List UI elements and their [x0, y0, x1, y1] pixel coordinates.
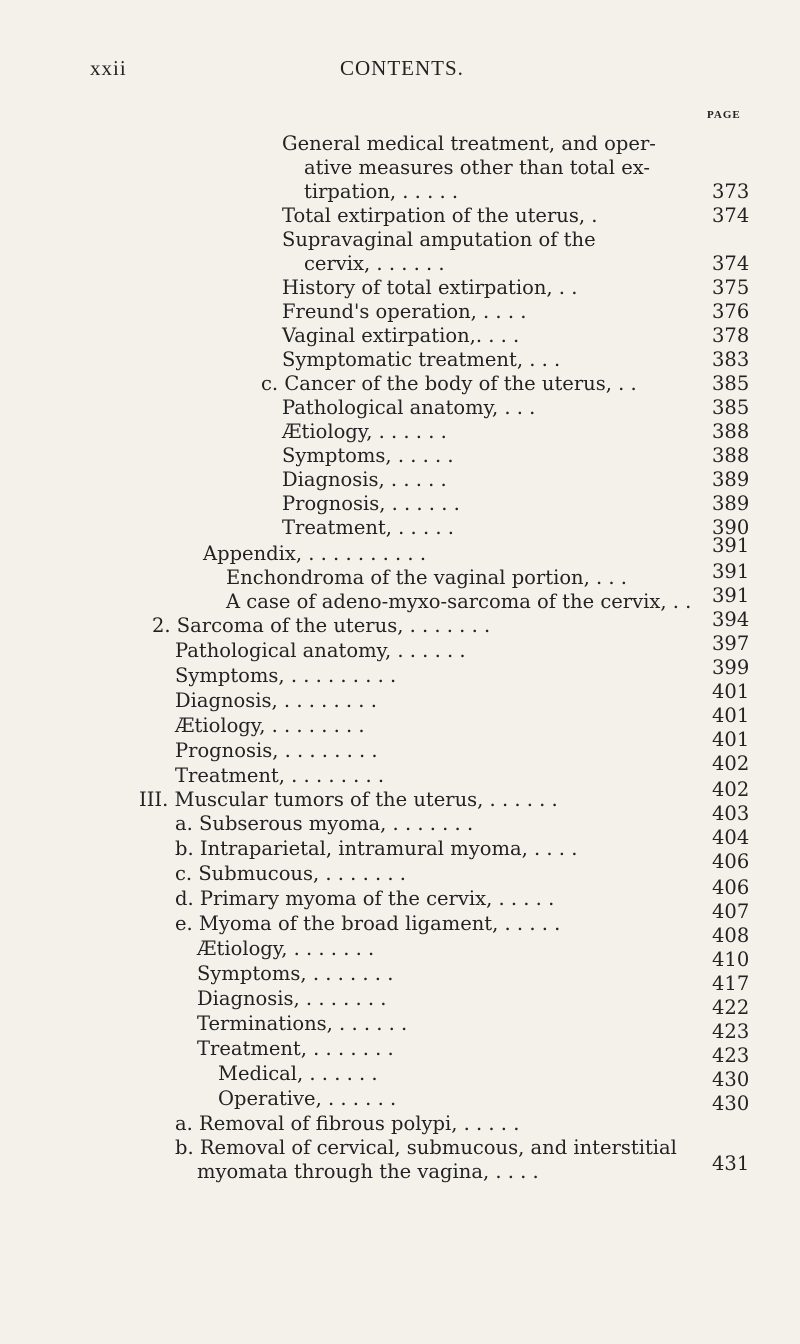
- page-number: 389: [712, 468, 750, 491]
- page-number: 383: [712, 348, 750, 371]
- contents-entry: a. Subserous myoma, . . . . . . .: [175, 812, 474, 835]
- page-number: 374: [712, 204, 750, 227]
- page-number: 430: [712, 1092, 750, 1115]
- contents-entry: Appendix, . . . . . . . . . .: [203, 542, 427, 565]
- page-number: 407: [712, 900, 750, 923]
- contents-entry: Prognosis, . . . . . .: [282, 492, 460, 515]
- page-number: 430: [712, 1068, 750, 1091]
- page-number: 397: [712, 632, 750, 655]
- page-number: 408: [712, 924, 750, 947]
- page-number: 390: [712, 516, 750, 539]
- contents-entry: History of total extirpation, . .: [282, 276, 578, 299]
- contents-entry: Symptomatic treatment, . . .: [282, 348, 561, 371]
- page-number: 388: [712, 444, 750, 467]
- contents-entry: d. Primary myoma of the cervix, . . . . .: [175, 887, 555, 910]
- page-number: 385: [712, 372, 750, 395]
- page-number: 391: [712, 584, 750, 607]
- page-number: 399: [712, 656, 750, 679]
- page-number: 401: [712, 680, 750, 703]
- page-number: 374: [712, 252, 750, 275]
- page-number: 431: [712, 1152, 750, 1175]
- contents-entry: Medical, . . . . . .: [218, 1062, 378, 1085]
- page-number: 422: [712, 996, 750, 1019]
- page-number: 423: [712, 1020, 750, 1043]
- contents-entry: ative measures other than total ex-: [304, 156, 650, 179]
- contents-entry: Treatment, . . . . . . .: [197, 1037, 394, 1060]
- contents-entry: A case of adeno-myxo-sarcoma of the cervix, . .: [226, 590, 692, 613]
- page-number: 391: [712, 534, 750, 557]
- contents-entry: a. Removal of fibrous polypi, . . . . .: [175, 1112, 520, 1135]
- contents-entry: Pathological anatomy, . . . . . .: [175, 639, 466, 662]
- contents-entry: Operative, . . . . . .: [218, 1087, 397, 1110]
- page-number: 406: [712, 876, 750, 899]
- contents-entry: Total extirpation of the uterus, .: [282, 204, 598, 227]
- contents-entry: c. Submucous, . . . . . . .: [175, 862, 406, 885]
- contents-entry: Terminations, . . . . . .: [197, 1012, 408, 1035]
- page-number: 376: [712, 300, 750, 323]
- contents-entry: b. Removal of cervical, submucous, and interstitial: [175, 1136, 677, 1159]
- contents-entry: Diagnosis, . . . . . . .: [197, 987, 387, 1010]
- page-number: 404: [712, 826, 750, 849]
- contents-entry: b. Intraparietal, intramural myoma, . . . .: [175, 837, 578, 860]
- contents-entry: Pathological anatomy, . . .: [282, 396, 536, 419]
- contents-entry: tirpation, . . . . .: [304, 180, 459, 203]
- contents-entry: c. Cancer of the body of the uterus, . .: [261, 372, 637, 395]
- contents-entry: Ætiology, . . . . . . . .: [175, 714, 365, 737]
- page-number: 378: [712, 324, 750, 347]
- page-number: 410: [712, 948, 750, 971]
- page-number: 394: [712, 608, 750, 631]
- contents-entry: e. Myoma of the broad ligament, . . . . .: [175, 912, 561, 935]
- page-number: 402: [712, 752, 750, 775]
- page-number: 388: [712, 420, 750, 443]
- contents-entry: 2. Sarcoma of the uterus, . . . . . . .: [152, 614, 491, 637]
- contents-entry: Treatment, . . . . . . . .: [175, 764, 385, 787]
- contents-entry: III. Muscular tumors of the uterus, . . . . . .: [139, 788, 558, 811]
- page-number: 403: [712, 802, 750, 825]
- page-header: [0, 56, 800, 84]
- contents-entry: cervix, . . . . . .: [304, 252, 445, 275]
- contents-entry: Treatment, . . . . .: [282, 516, 454, 539]
- contents-entry: Enchondroma of the vaginal portion, . . .: [226, 566, 628, 589]
- page-number: 402: [712, 778, 750, 801]
- contents-entry: General medical treatment, and oper-: [282, 132, 656, 155]
- page-number: 373: [712, 180, 750, 203]
- contents-entry: Symptoms, . . . . . . .: [197, 962, 394, 985]
- page-number: 401: [712, 704, 750, 727]
- page-number: 423: [712, 1044, 750, 1067]
- page-number: 385: [712, 396, 750, 419]
- page-number: 417: [712, 972, 750, 995]
- contents-entry: Symptoms, . . . . .: [282, 444, 454, 467]
- page-number: 391: [712, 560, 750, 583]
- contents-entry: Ætiology, . . . . . . .: [197, 937, 375, 960]
- contents-entry: Freund's operation, . . . .: [282, 300, 527, 323]
- contents-entry: Diagnosis, . . . . . . . .: [175, 689, 377, 712]
- contents-entry: Diagnosis, . . . . .: [282, 468, 447, 491]
- page-number: 375: [712, 276, 750, 299]
- page-number: 406: [712, 850, 750, 873]
- contents-entry: Prognosis, . . . . . . . .: [175, 739, 378, 762]
- page-folio: xxii: [90, 56, 127, 80]
- contents-entry: Vaginal extirpation,. . . .: [282, 324, 520, 347]
- contents-entry: Symptoms, . . . . . . . . .: [175, 664, 397, 687]
- page-number: 389: [712, 492, 750, 515]
- page-title: CONTENTS.: [340, 56, 464, 80]
- page-number: 401: [712, 728, 750, 751]
- contents-entry: Supravaginal amputation of the: [282, 228, 596, 251]
- page-column-label: PAGE: [707, 109, 741, 121]
- contents-entry: Ætiology, . . . . . .: [282, 420, 447, 443]
- contents-entry: myomata through the vagina, . . . .: [197, 1160, 539, 1183]
